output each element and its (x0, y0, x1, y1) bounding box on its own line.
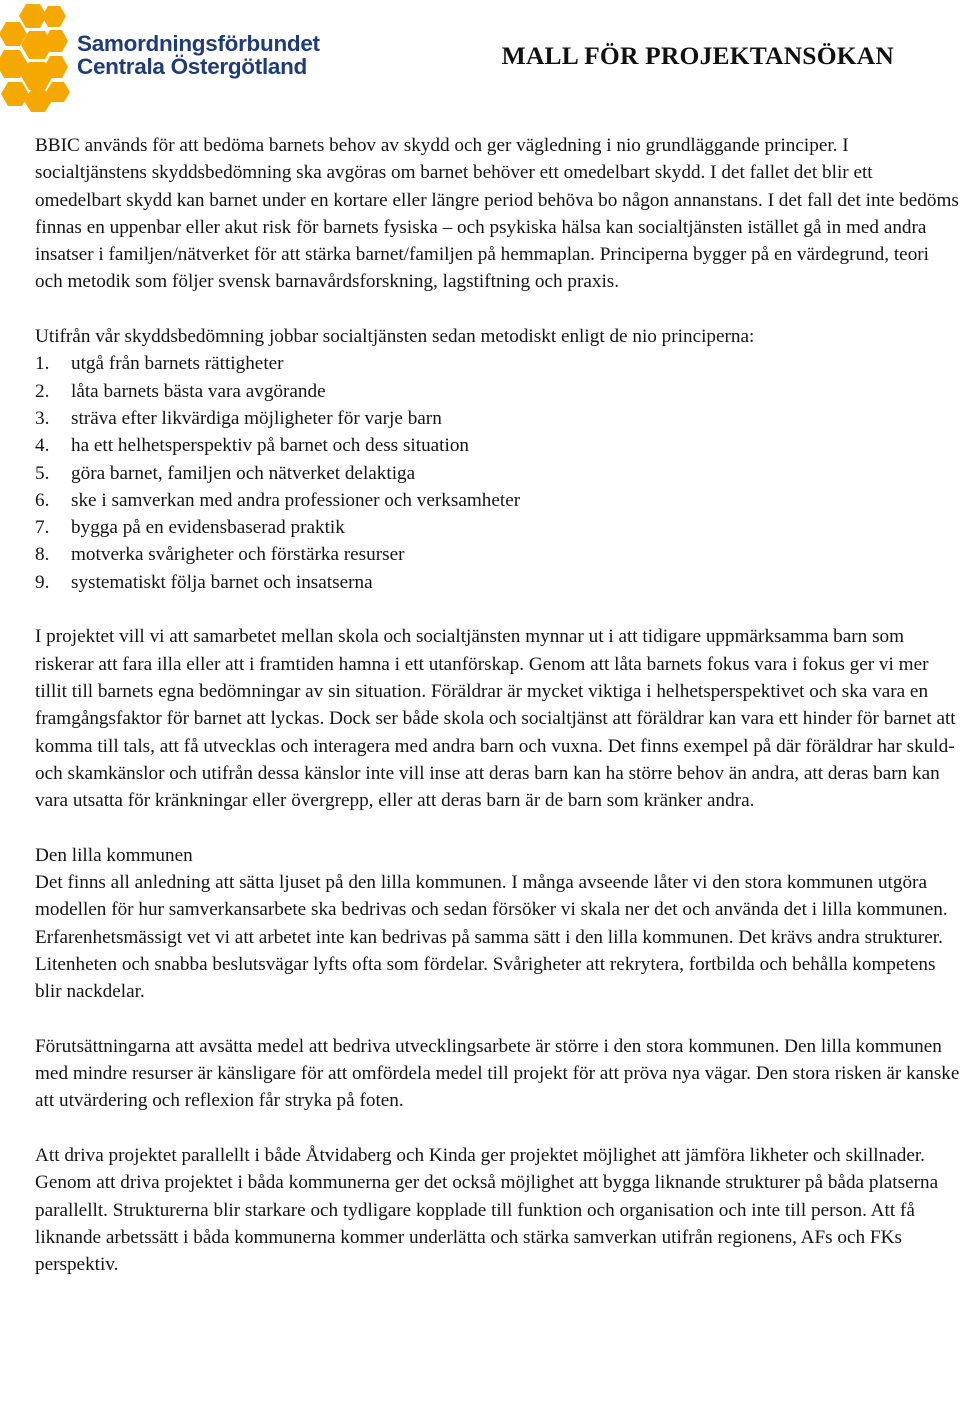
page-header (0, 0, 960, 112)
document-title: MALL FÖR PROJEKTANSÖKAN (501, 41, 894, 70)
list-item: 6. ske i samverkan med andra professioner och verksamheter (35, 489, 521, 511)
paragraph-lilla-kommunen: Det finns all anledning att sätta ljuset på den lilla kommunen. I många avseende låter vi den stora kommunen utgöra modellen för hur samverkansarbete ska bedrivas och sedan försöker vi skala ner det och använda det i lilla kommunen. Erfarenhetsmässigt vet vi att arbetet inte kan bedrivas på samma sätt i den lilla kommunen. Det krävs andra strukturer. Litenheten och snabba beslutsvägar lyfts ofta som fördelar. Svårigheter att rekrytera, fortbilda och behålla kompetens blir nackdelar. (35, 872, 948, 1003)
honeycomb-logo-icon (0, 0, 80, 112)
paragraph-bbic: BBIC används för att bedöma barnets behov av skydd och ger vägledning i nio grundläggande principer. I socialtjänstens skyddsbedömning ska avgöras om barnet behöver ett omedelbart skydd. I det fallet det blir ett omedelbart skydd kan barnet under en kortare eller längre period behöva bo någon annanstans. I det fall det inte bedöms finnas en uppenbar eller akut risk för barnets fysiska – och psykiska hälsa kan socialtjänsten istället gå in med andra insatser i familjen/nätverket för att stärka barnet/familjen på hemmaplan. Principerna bygger på en värdegrund, teori och metodik som följer svensk barnavårdsforskning, lagstiftning och praxis. (35, 135, 959, 293)
principles-list (35, 350, 960, 596)
list-item: 7. bygga på en evidensbaserad praktik (35, 517, 345, 539)
paragraph-principles-intro: Utifrån vår skyddsbedömning jobbar socialtjänsten sedan metodiskt enligt de nio principerna: (35, 326, 755, 348)
section-heading-lilla-kommunen: Den lilla kommunen (35, 844, 193, 866)
list-item: 2. låta barnets bästa vara avgörande (35, 380, 326, 402)
list-item: 8. motverka svårigheter och förstärka resurser (35, 544, 405, 566)
paragraph-resources: Förutsättningarna att avsätta medel att bedriva utvecklingsarbete är större i den stora kommunen. Den lilla kommunen med mindre resurser är känsligare för att omfördela medel till projekt för att pröva nya vägar. Den stora risken är kanske att utvärdering och reflexion får stryka på foten. (35, 1035, 960, 1112)
list-item: 9. systematiskt följa barnet och insatserna (35, 571, 373, 593)
list-item: 4. ha ett helhetsperspektiv på barnet och dess situation (35, 435, 470, 457)
paragraph-project-goal: I projektet vill vi att samarbetet mellan skola och socialtjänsten mynnar ut i att tidigare uppmärksamma barn som riskerar att fara illa eller att i framtiden hamna i ett utanförskap. Genom att låta barnets fokus vara i fokus ger vi mer tillit till barnets egna bedömningar av sin situation. Föräldrar är mycket viktiga i helhetsperspektivet och ska vara en framgångsfaktor för barnet att lyckas. Dock ser både skola och socialtjänst att föräldrar kan vara ett hinder för barnet att komma till tals, att få utvecklas och interagera med andra barn och vuxna. Det finns exempel på där föräldrar har skuld- och skamkänslor och utifrån dessa känslor inte vill inse att deras barn kan ha större behov än andra, att deras barn kan vara utsatta för kränkningar eller övergrepp, eller att deras barn är de barn som kränker andra. (35, 626, 956, 812)
org-name-line-1: Samordningsförbundet (77, 31, 320, 56)
organization-name (77, 32, 320, 78)
list-item: 1. utgå från barnets rättigheter (35, 353, 284, 375)
logo-hexagons (0, 4, 70, 112)
org-name-line-2: Centrala Östergötland (77, 54, 307, 79)
list-item: 5. göra barnet, familjen och nätverket delaktiga (35, 462, 416, 484)
paragraph-parallel: Att driva projektet parallellt i både Åtvidaberg och Kinda ger projektet möjlighet att jämföra likheter och skillnader. Genom att driva projektet i båda kommunerna ger det också möjlighet att bygga liknande strukturer på båda platserna parallellt. Strukturerna blir starkare och tydligare kopplade till funktion och organisation och inte till person. Att få liknande arbetssätt i båda kommunerna kommer underlätta och stärka samverkan utifrån regionens, AFs och FKs perspektiv. (35, 1144, 939, 1276)
list-item: 3. sträva efter likvärdiga möjligheter för varje barn (35, 407, 442, 429)
document-body (35, 132, 960, 1278)
